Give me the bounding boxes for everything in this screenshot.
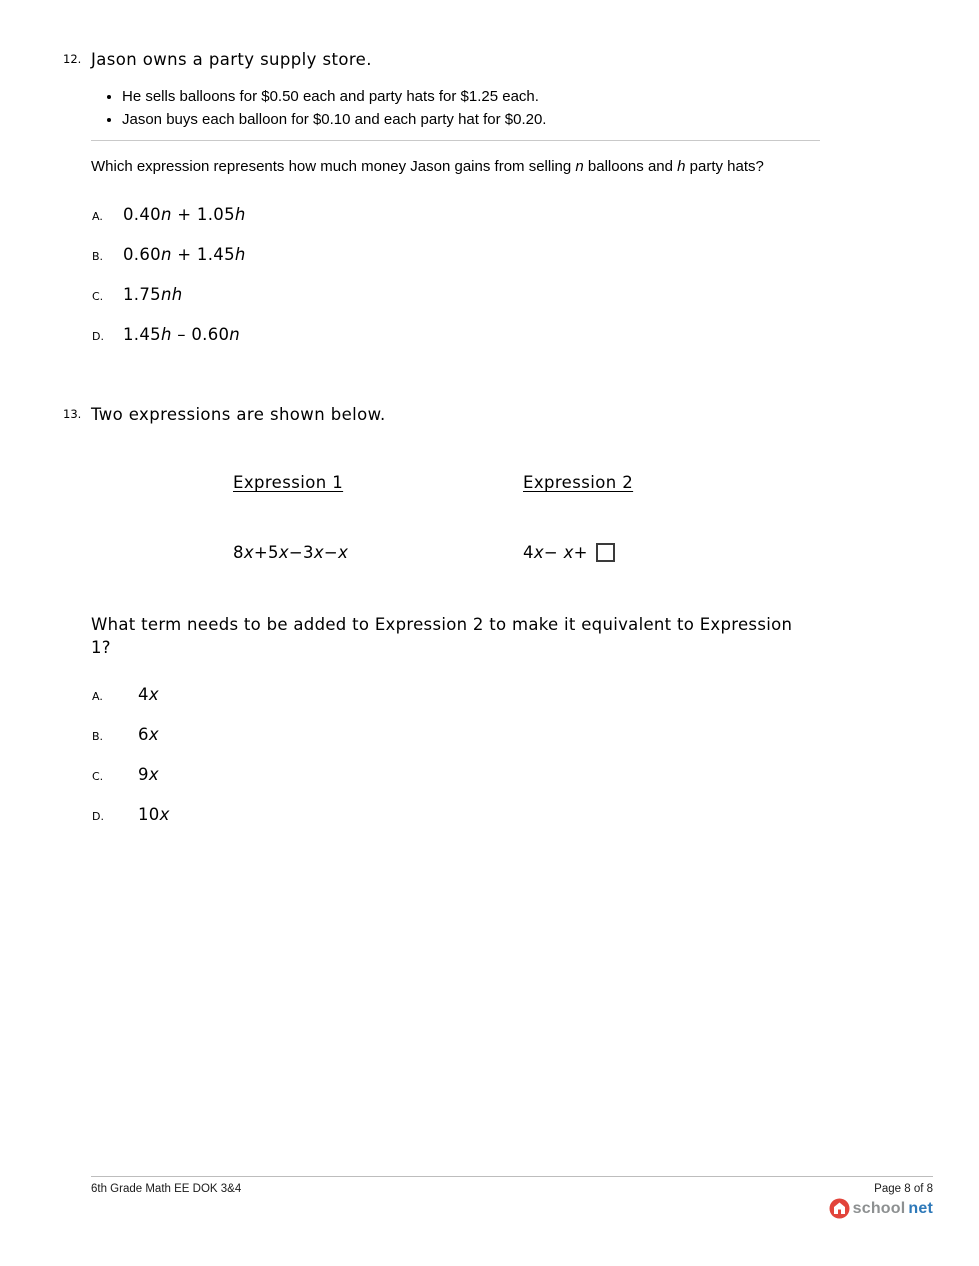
choice-row-d (92, 803, 979, 827)
choice-text: 1.45h – 0.60n (123, 325, 241, 344)
choice-label: C. (92, 770, 104, 783)
choice-row-d (92, 323, 979, 347)
footer-document-title: 6th Grade Math EE DOK 3&4 (91, 1183, 242, 1195)
question-12-bullets (0, 85, 979, 131)
expression-2-terms: 4x− x+ (523, 543, 594, 562)
choice-text: 10x (138, 805, 170, 824)
choice-text: 6x (138, 725, 159, 744)
expression-1-header: Expression 1 (233, 473, 344, 492)
choice-label: B. (92, 250, 104, 263)
choice-row-b (92, 243, 979, 267)
choice-row-c (92, 283, 979, 307)
logo-text-net: net (908, 1199, 933, 1217)
question-12 (0, 48, 979, 347)
choice-label: A. (92, 210, 103, 223)
question-13 (0, 403, 979, 827)
footer-divider (91, 1176, 933, 1177)
question-prompt: What term needs to be added to Expression 2 to make it equivalent to Expression 1? (91, 615, 793, 657)
choice-text: 9x (138, 765, 159, 784)
choice-row-b (92, 723, 979, 747)
choice-label: C. (92, 290, 104, 303)
expression-2-header: Expression 2 (523, 473, 634, 492)
schoolnet-house-icon (829, 1198, 850, 1219)
schoolnet-logo (0, 1198, 933, 1219)
choice-row-a (92, 683, 979, 707)
question-12-heading (0, 48, 979, 72)
expression-header-row (233, 473, 979, 493)
choice-row-a (92, 203, 979, 227)
question-number: 13. (63, 407, 82, 421)
logo-text-school: school (852, 1199, 906, 1217)
bullet-item: • He sells balloons for $0.50 each and party hats for $1.25 each. (122, 85, 979, 108)
expression-table (233, 473, 979, 563)
bullet-item: • Jason buys each balloon for $0.10 and each party hat for $0.20. (122, 108, 979, 131)
question-number: 12. (63, 52, 82, 66)
choice-text: 0.60n + 1.45h (123, 245, 246, 264)
blank-answer-box (596, 543, 615, 562)
question-stem: Two expressions are shown below. (91, 405, 386, 424)
choice-label: D. (92, 810, 104, 823)
choice-row-c (92, 763, 979, 787)
question-12-choices (0, 203, 979, 347)
question-stem: Jason owns a party supply store. (91, 50, 372, 69)
question-13-choices (0, 683, 979, 827)
choice-label: D. (92, 330, 104, 343)
choice-text: 4x (138, 685, 159, 704)
choice-text: 0.40n + 1.05h (123, 205, 246, 224)
question-13-heading (0, 403, 979, 427)
page-footer (0, 1176, 979, 1219)
section-divider (91, 140, 820, 141)
choice-label: A. (92, 690, 103, 703)
choice-text: 1.75nh (123, 285, 183, 304)
expression-2-value (523, 543, 615, 562)
choice-label: B. (92, 730, 104, 743)
expression-1-value: 8x+5x−3x−x (233, 543, 349, 562)
expression-value-row (233, 543, 979, 563)
question-prompt: Which expression represents how much money Jason gains from selling n balloons and h party hats? (91, 158, 764, 175)
footer-page-number: Page 8 of 8 (874, 1183, 933, 1195)
